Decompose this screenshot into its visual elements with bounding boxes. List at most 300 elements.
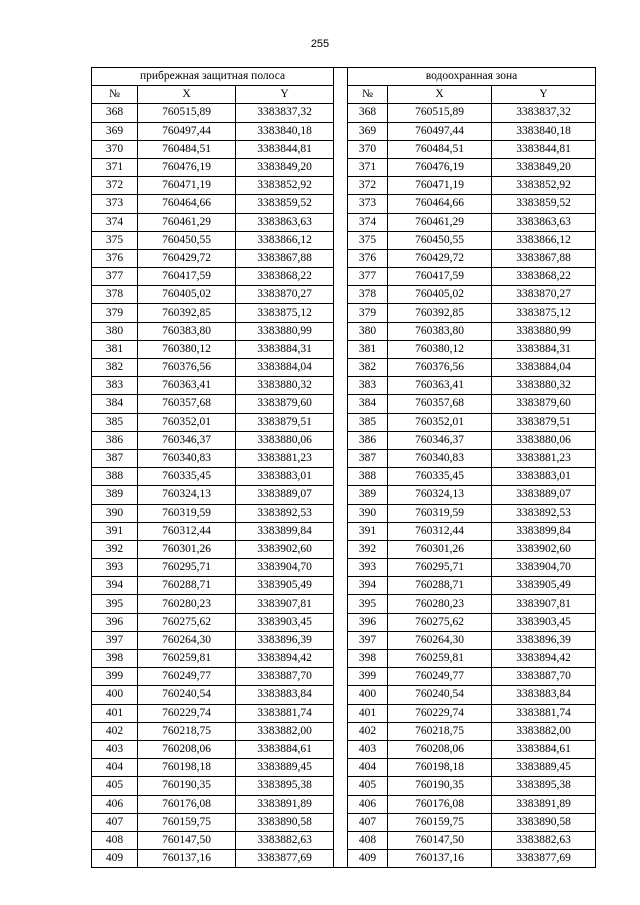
right-y-cell: 3383866,12 — [492, 231, 596, 249]
left-y-cell: 3383902,60 — [236, 540, 334, 558]
right-number-cell: 369 — [348, 122, 388, 140]
left-x-cell: 760392,85 — [138, 304, 236, 322]
table-row — [92, 195, 596, 213]
left-y-cell: 3383840,18 — [236, 122, 334, 140]
right-number-cell: 400 — [348, 686, 388, 704]
right-x-cell: 760484,51 — [388, 140, 492, 158]
left-y-cell: 3383852,92 — [236, 177, 334, 195]
right-header-x: X — [388, 86, 492, 104]
table-row — [92, 158, 596, 176]
left-number-cell: 382 — [92, 359, 138, 377]
table-row — [92, 359, 596, 377]
left-x-cell: 760497,44 — [138, 122, 236, 140]
left-y-cell: 3383884,04 — [236, 359, 334, 377]
left-x-cell: 760147,50 — [138, 831, 236, 849]
left-y-cell: 3383880,99 — [236, 322, 334, 340]
left-x-cell: 760405,02 — [138, 286, 236, 304]
left-number-cell: 389 — [92, 486, 138, 504]
left-header-y: Y — [236, 86, 334, 104]
right-x-cell: 760249,77 — [388, 668, 492, 686]
column-gap — [334, 195, 348, 213]
left-number-cell: 390 — [92, 504, 138, 522]
left-number-cell: 408 — [92, 831, 138, 849]
left-number-cell: 370 — [92, 140, 138, 158]
left-header-x: X — [138, 86, 236, 104]
column-gap — [334, 377, 348, 395]
left-y-cell: 3383870,27 — [236, 286, 334, 304]
left-number-cell: 373 — [92, 195, 138, 213]
right-x-cell: 760476,19 — [388, 158, 492, 176]
right-number-cell: 395 — [348, 595, 388, 613]
column-gap — [334, 595, 348, 613]
right-number-cell: 409 — [348, 850, 388, 868]
left-x-cell: 760515,89 — [138, 104, 236, 122]
right-y-cell: 3383880,32 — [492, 377, 596, 395]
left-number-cell: 379 — [92, 304, 138, 322]
column-gap — [334, 504, 348, 522]
left-number-cell: 383 — [92, 377, 138, 395]
right-number-cell: 378 — [348, 286, 388, 304]
left-x-cell: 760229,74 — [138, 704, 236, 722]
right-number-cell: 407 — [348, 813, 388, 831]
column-gap — [334, 522, 348, 540]
right-x-cell: 760471,19 — [388, 177, 492, 195]
left-y-cell: 3383884,31 — [236, 340, 334, 358]
left-y-cell: 3383882,63 — [236, 831, 334, 849]
left-x-cell: 760476,19 — [138, 158, 236, 176]
left-x-cell: 760340,83 — [138, 449, 236, 467]
left-number-cell: 369 — [92, 122, 138, 140]
right-x-cell: 760229,74 — [388, 704, 492, 722]
left-x-cell: 760295,71 — [138, 559, 236, 577]
right-y-cell: 3383883,84 — [492, 686, 596, 704]
column-gap — [334, 158, 348, 176]
left-number-cell: 387 — [92, 449, 138, 467]
left-number-cell: 377 — [92, 268, 138, 286]
left-number-cell: 402 — [92, 722, 138, 740]
left-x-cell: 760376,56 — [138, 359, 236, 377]
column-gap — [334, 650, 348, 668]
table-row — [92, 686, 596, 704]
left-y-cell: 3383882,00 — [236, 722, 334, 740]
right-x-cell: 760461,29 — [388, 213, 492, 231]
left-y-cell: 3383849,20 — [236, 158, 334, 176]
left-y-cell: 3383867,88 — [236, 249, 334, 267]
left-number-cell: 399 — [92, 668, 138, 686]
right-y-cell: 3383882,00 — [492, 722, 596, 740]
column-gap — [334, 304, 348, 322]
left-x-cell: 760240,54 — [138, 686, 236, 704]
right-y-cell: 3383837,32 — [492, 104, 596, 122]
right-x-cell: 760301,26 — [388, 540, 492, 558]
table-row — [92, 740, 596, 758]
right-number-cell: 390 — [348, 504, 388, 522]
right-x-cell: 760363,41 — [388, 377, 492, 395]
column-gap — [334, 431, 348, 449]
table-row — [92, 213, 596, 231]
column-gap — [334, 231, 348, 249]
right-x-cell: 760464,66 — [388, 195, 492, 213]
table-row — [92, 122, 596, 140]
right-number-cell: 387 — [348, 449, 388, 467]
column-gap — [334, 686, 348, 704]
left-number-cell: 368 — [92, 104, 138, 122]
left-number-cell: 394 — [92, 577, 138, 595]
right-x-cell: 760383,80 — [388, 322, 492, 340]
right-number-cell: 403 — [348, 740, 388, 758]
left-x-cell: 760346,37 — [138, 431, 236, 449]
left-number-cell: 396 — [92, 613, 138, 631]
column-gap — [334, 613, 348, 631]
right-section-title: водоохранная зона — [348, 68, 596, 86]
column-gap — [334, 359, 348, 377]
right-y-cell: 3383884,31 — [492, 340, 596, 358]
left-number-cell: 392 — [92, 540, 138, 558]
right-number-cell: 388 — [348, 468, 388, 486]
right-y-cell: 3383877,69 — [492, 850, 596, 868]
left-x-cell: 760450,55 — [138, 231, 236, 249]
right-number-cell: 374 — [348, 213, 388, 231]
left-x-cell: 760464,66 — [138, 195, 236, 213]
right-y-cell: 3383899,84 — [492, 522, 596, 540]
table-row — [92, 468, 596, 486]
right-number-cell: 368 — [348, 104, 388, 122]
column-gap — [334, 268, 348, 286]
left-y-cell: 3383859,52 — [236, 195, 334, 213]
right-y-cell: 3383889,07 — [492, 486, 596, 504]
left-y-cell: 3383899,84 — [236, 522, 334, 540]
column-gap — [334, 540, 348, 558]
left-number-cell: 385 — [92, 413, 138, 431]
left-y-cell: 3383879,60 — [236, 395, 334, 413]
right-number-cell: 377 — [348, 268, 388, 286]
right-x-cell: 760515,89 — [388, 104, 492, 122]
right-number-cell: 370 — [348, 140, 388, 158]
left-number-cell: 391 — [92, 522, 138, 540]
column-gap — [334, 559, 348, 577]
left-x-cell: 760335,45 — [138, 468, 236, 486]
right-number-cell: 404 — [348, 759, 388, 777]
right-y-cell: 3383896,39 — [492, 631, 596, 649]
right-y-cell: 3383859,52 — [492, 195, 596, 213]
right-x-cell: 760275,62 — [388, 613, 492, 631]
right-number-cell: 391 — [348, 522, 388, 540]
table-row — [92, 831, 596, 849]
left-x-cell: 760461,29 — [138, 213, 236, 231]
right-y-cell: 3383852,92 — [492, 177, 596, 195]
right-x-cell: 760280,23 — [388, 595, 492, 613]
table-row — [92, 413, 596, 431]
page-number: 255 — [310, 38, 330, 50]
right-y-cell: 3383880,99 — [492, 322, 596, 340]
left-number-cell: 397 — [92, 631, 138, 649]
left-number-cell: 376 — [92, 249, 138, 267]
left-x-cell: 760176,08 — [138, 795, 236, 813]
right-x-cell: 760376,56 — [388, 359, 492, 377]
column-gap — [334, 850, 348, 868]
left-number-cell: 386 — [92, 431, 138, 449]
left-y-cell: 3383880,06 — [236, 431, 334, 449]
right-number-cell: 393 — [348, 559, 388, 577]
table-row — [92, 704, 596, 722]
right-x-cell: 760240,54 — [388, 686, 492, 704]
table-row — [92, 140, 596, 158]
right-number-cell: 380 — [348, 322, 388, 340]
table-row — [92, 340, 596, 358]
right-x-cell: 760380,12 — [388, 340, 492, 358]
column-gap — [334, 122, 348, 140]
left-x-cell: 760383,80 — [138, 322, 236, 340]
right-x-cell: 760340,83 — [388, 449, 492, 467]
right-y-cell: 3383892,53 — [492, 504, 596, 522]
right-header-y: Y — [492, 86, 596, 104]
left-x-cell: 760280,23 — [138, 595, 236, 613]
right-y-cell: 3383879,51 — [492, 413, 596, 431]
left-x-cell: 760137,16 — [138, 850, 236, 868]
right-y-cell: 3383882,63 — [492, 831, 596, 849]
column-gap — [334, 286, 348, 304]
table-row — [92, 322, 596, 340]
column-gap — [334, 722, 348, 740]
right-x-cell: 760295,71 — [388, 559, 492, 577]
column-gap — [334, 831, 348, 849]
left-number-cell: 380 — [92, 322, 138, 340]
left-y-cell: 3383883,01 — [236, 468, 334, 486]
left-y-cell: 3383894,42 — [236, 650, 334, 668]
left-x-cell: 760357,68 — [138, 395, 236, 413]
right-y-cell: 3383875,12 — [492, 304, 596, 322]
right-number-cell: 396 — [348, 613, 388, 631]
left-y-cell: 3383880,32 — [236, 377, 334, 395]
table-row — [92, 795, 596, 813]
column-gap — [334, 759, 348, 777]
right-y-cell: 3383889,45 — [492, 759, 596, 777]
right-x-cell: 760346,37 — [388, 431, 492, 449]
left-x-cell: 760484,51 — [138, 140, 236, 158]
left-number-cell: 388 — [92, 468, 138, 486]
column-gap — [334, 486, 348, 504]
table-row — [92, 577, 596, 595]
left-x-cell: 760208,06 — [138, 740, 236, 758]
left-y-cell: 3383905,49 — [236, 577, 334, 595]
table-row — [92, 231, 596, 249]
right-y-cell: 3383904,70 — [492, 559, 596, 577]
left-number-cell: 374 — [92, 213, 138, 231]
column-header-row — [92, 86, 596, 104]
right-y-cell: 3383844,81 — [492, 140, 596, 158]
left-number-cell: 393 — [92, 559, 138, 577]
left-number-cell: 407 — [92, 813, 138, 831]
right-number-cell: 385 — [348, 413, 388, 431]
right-y-cell: 3383890,58 — [492, 813, 596, 831]
right-number-cell: 392 — [348, 540, 388, 558]
left-y-cell: 3383837,32 — [236, 104, 334, 122]
left-number-cell: 404 — [92, 759, 138, 777]
left-x-cell: 760159,75 — [138, 813, 236, 831]
left-x-cell: 760198,18 — [138, 759, 236, 777]
column-gap — [334, 340, 348, 358]
right-number-cell: 373 — [348, 195, 388, 213]
right-y-cell: 3383849,20 — [492, 158, 596, 176]
left-x-cell: 760264,30 — [138, 631, 236, 649]
section-header-row — [92, 68, 596, 86]
left-y-cell: 3383891,89 — [236, 795, 334, 813]
right-number-cell: 386 — [348, 431, 388, 449]
table-row — [92, 540, 596, 558]
left-x-cell: 760363,41 — [138, 377, 236, 395]
left-x-cell: 760324,13 — [138, 486, 236, 504]
left-number-cell: 398 — [92, 650, 138, 668]
right-x-cell: 760218,75 — [388, 722, 492, 740]
table-row — [92, 286, 596, 304]
right-x-cell: 760312,44 — [388, 522, 492, 540]
right-y-cell: 3383840,18 — [492, 122, 596, 140]
left-y-cell: 3383895,38 — [236, 777, 334, 795]
table-row — [92, 504, 596, 522]
column-gap — [334, 86, 348, 104]
column-gap — [334, 468, 348, 486]
right-number-cell: 394 — [348, 577, 388, 595]
left-number-cell: 395 — [92, 595, 138, 613]
right-number-cell: 398 — [348, 650, 388, 668]
column-gap — [334, 249, 348, 267]
right-number-cell: 399 — [348, 668, 388, 686]
table-row — [92, 486, 596, 504]
table-row — [92, 104, 596, 122]
column-gap — [334, 813, 348, 831]
left-y-cell: 3383903,45 — [236, 613, 334, 631]
column-gap — [334, 795, 348, 813]
left-number-cell: 371 — [92, 158, 138, 176]
column-gap — [334, 104, 348, 122]
right-x-cell: 760264,30 — [388, 631, 492, 649]
column-gap — [334, 322, 348, 340]
right-number-cell: 397 — [348, 631, 388, 649]
left-y-cell: 3383889,07 — [236, 486, 334, 504]
table-row — [92, 631, 596, 649]
column-gap — [334, 140, 348, 158]
left-y-cell: 3383907,81 — [236, 595, 334, 613]
right-y-cell: 3383891,89 — [492, 795, 596, 813]
table-row — [92, 377, 596, 395]
right-number-cell: 389 — [348, 486, 388, 504]
left-header-number: № — [92, 86, 138, 104]
right-number-cell: 376 — [348, 249, 388, 267]
left-y-cell: 3383892,53 — [236, 504, 334, 522]
left-y-cell: 3383887,70 — [236, 668, 334, 686]
table-row — [92, 559, 596, 577]
left-x-cell: 760301,26 — [138, 540, 236, 558]
right-y-cell: 3383895,38 — [492, 777, 596, 795]
right-x-cell: 760417,59 — [388, 268, 492, 286]
left-y-cell: 3383881,74 — [236, 704, 334, 722]
right-y-cell: 3383905,49 — [492, 577, 596, 595]
table-row — [92, 722, 596, 740]
column-gap — [334, 668, 348, 686]
right-number-cell: 383 — [348, 377, 388, 395]
left-y-cell: 3383877,69 — [236, 850, 334, 868]
right-y-cell: 3383894,42 — [492, 650, 596, 668]
right-number-cell: 405 — [348, 777, 388, 795]
right-y-cell: 3383863,63 — [492, 213, 596, 231]
right-y-cell: 3383881,74 — [492, 704, 596, 722]
left-x-cell: 760312,44 — [138, 522, 236, 540]
left-y-cell: 3383868,22 — [236, 268, 334, 286]
left-x-cell: 760417,59 — [138, 268, 236, 286]
left-y-cell: 3383866,12 — [236, 231, 334, 249]
table-row — [92, 668, 596, 686]
left-x-cell: 760190,35 — [138, 777, 236, 795]
right-y-cell: 3383887,70 — [492, 668, 596, 686]
left-number-cell: 403 — [92, 740, 138, 758]
table-row — [92, 650, 596, 668]
left-number-cell: 372 — [92, 177, 138, 195]
right-number-cell: 381 — [348, 340, 388, 358]
column-gap — [334, 631, 348, 649]
right-y-cell: 3383884,04 — [492, 359, 596, 377]
right-number-cell: 402 — [348, 722, 388, 740]
right-x-cell: 760405,02 — [388, 286, 492, 304]
coordinates-table — [91, 67, 596, 868]
table-row — [92, 613, 596, 631]
table-row — [92, 449, 596, 467]
table-row — [92, 522, 596, 540]
right-number-cell: 379 — [348, 304, 388, 322]
right-y-cell: 3383907,81 — [492, 595, 596, 613]
left-number-cell: 381 — [92, 340, 138, 358]
column-gap — [334, 213, 348, 231]
table-row — [92, 759, 596, 777]
table-row — [92, 268, 596, 286]
right-y-cell: 3383883,01 — [492, 468, 596, 486]
left-x-cell: 760275,62 — [138, 613, 236, 631]
left-x-cell: 760218,75 — [138, 722, 236, 740]
table-row — [92, 595, 596, 613]
right-x-cell: 760497,44 — [388, 122, 492, 140]
right-y-cell: 3383868,22 — [492, 268, 596, 286]
table-row — [92, 777, 596, 795]
right-x-cell: 760429,72 — [388, 249, 492, 267]
right-y-cell: 3383902,60 — [492, 540, 596, 558]
left-y-cell: 3383875,12 — [236, 304, 334, 322]
right-x-cell: 760190,35 — [388, 777, 492, 795]
right-number-cell: 408 — [348, 831, 388, 849]
left-y-cell: 3383863,63 — [236, 213, 334, 231]
table-row — [92, 850, 596, 868]
column-gap — [334, 68, 348, 86]
left-y-cell: 3383896,39 — [236, 631, 334, 649]
left-y-cell: 3383889,45 — [236, 759, 334, 777]
table-row — [92, 249, 596, 267]
left-x-cell: 760319,59 — [138, 504, 236, 522]
right-x-cell: 760259,81 — [388, 650, 492, 668]
table-row — [92, 395, 596, 413]
table-row — [92, 177, 596, 195]
left-y-cell: 3383881,23 — [236, 449, 334, 467]
right-x-cell: 760335,45 — [388, 468, 492, 486]
left-x-cell: 760429,72 — [138, 249, 236, 267]
column-gap — [334, 777, 348, 795]
table-row — [92, 431, 596, 449]
right-y-cell: 3383903,45 — [492, 613, 596, 631]
left-number-cell: 405 — [92, 777, 138, 795]
right-x-cell: 760352,01 — [388, 413, 492, 431]
right-x-cell: 760137,16 — [388, 850, 492, 868]
coordinates-table-body — [92, 68, 596, 868]
left-x-cell: 760249,77 — [138, 668, 236, 686]
column-gap — [334, 577, 348, 595]
left-x-cell: 760288,71 — [138, 577, 236, 595]
